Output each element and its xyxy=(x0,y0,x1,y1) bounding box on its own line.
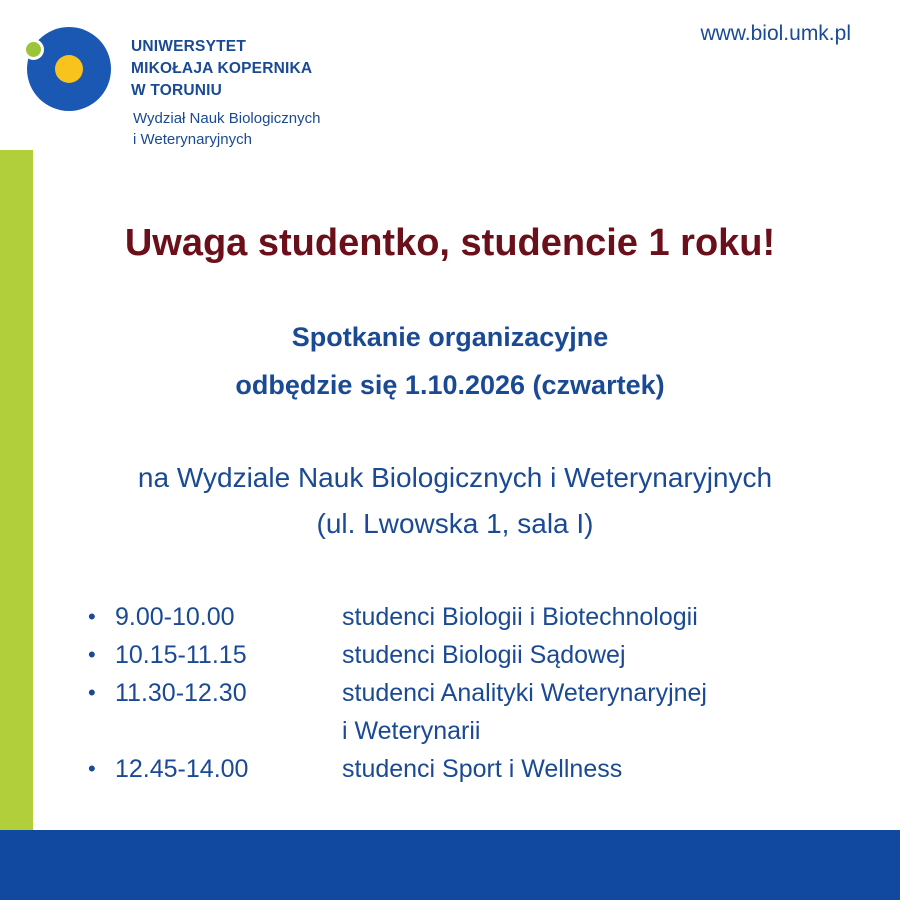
green-dot-icon xyxy=(23,39,44,60)
bullet-icon: • xyxy=(88,604,96,629)
faculty-name-line: Wydział Nauk Biologicznych xyxy=(133,110,321,127)
university-name-line: MIKOŁAJA KOPERNIKA xyxy=(131,60,313,77)
list-item xyxy=(88,750,707,788)
schedule-group-line: studenci Sport i Wellness xyxy=(342,755,623,783)
university-name-line: W TORUNIU xyxy=(131,82,223,99)
location-faculty: na Wydziale Nauk Biologicznych i Weterynaryjnych xyxy=(137,462,773,493)
location-info xyxy=(10,455,900,547)
schedule-time: 9.00-10.00 xyxy=(115,603,235,631)
university-name-line: UNIWERSYTET xyxy=(131,38,247,55)
footer-bar xyxy=(0,830,900,900)
list-item xyxy=(88,674,707,750)
list-item xyxy=(88,636,707,674)
bullet-icon: • xyxy=(88,756,96,781)
website-link[interactable]: www.biol.umk.pl xyxy=(700,22,851,45)
schedule-group xyxy=(342,750,622,788)
meeting-info xyxy=(0,313,900,409)
schedule-time: 12.45-14.00 xyxy=(115,755,249,783)
university-name xyxy=(131,36,312,102)
list-item xyxy=(88,598,707,636)
meeting-title: Spotkanie organizacyjne xyxy=(291,322,609,352)
location-address: (ul. Lwowska 1, sala I) xyxy=(316,508,594,539)
schedule-group xyxy=(342,636,626,674)
schedule-time: 10.15-11.15 xyxy=(115,641,247,669)
schedule-list xyxy=(88,598,707,788)
faculty-name-line: i Weterynaryjnych xyxy=(133,131,252,148)
headline: Uwaga studentko, studencie 1 roku! xyxy=(124,222,776,264)
bullet-icon: • xyxy=(88,680,96,705)
umk-logo-icon xyxy=(27,27,111,111)
schedule-group-line: studenci Biologii Sądowej xyxy=(342,641,626,669)
sun-icon xyxy=(55,55,83,83)
schedule-group-line: studenci Analityki Weterynaryjnej xyxy=(342,679,707,707)
schedule-time: 11.30-12.30 xyxy=(115,679,247,707)
schedule-group xyxy=(342,598,698,636)
schedule-group-line: i Weterynarii xyxy=(342,717,481,745)
schedule-group xyxy=(342,674,707,750)
faculty-name xyxy=(133,108,320,150)
schedule-group-line: studenci Biologii i Biotechnologii xyxy=(342,603,698,631)
meeting-date: odbędzie się 1.10.2026 (czwartek) xyxy=(235,370,665,400)
bullet-icon: • xyxy=(88,642,96,667)
